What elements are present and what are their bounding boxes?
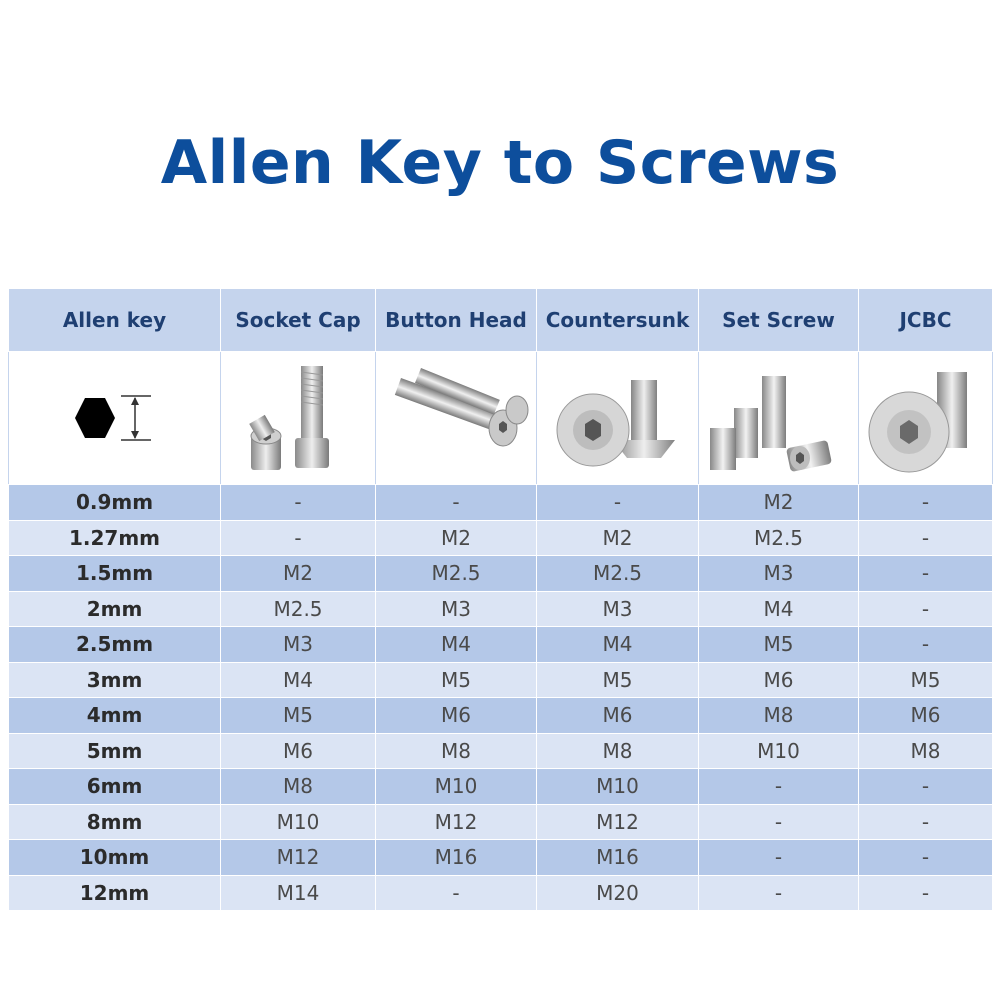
table-row — [9, 840, 993, 876]
header-countersunk: Countersunk — [537, 289, 699, 352]
screw-size-cell: - — [859, 556, 993, 592]
image-row — [9, 352, 993, 485]
allen-key-size-cell: 10mm — [9, 840, 221, 876]
screw-size-cell: M8 — [859, 733, 993, 769]
allen-key-table — [8, 288, 993, 911]
screw-size-cell: M8 — [537, 733, 699, 769]
screw-size-cell: M8 — [376, 733, 537, 769]
header-jcbc: JCBC — [859, 289, 993, 352]
screw-size-cell: - — [699, 875, 859, 911]
screw-size-cell: - — [699, 804, 859, 840]
screw-size-cell: - — [859, 627, 993, 663]
screw-size-cell: M4 — [699, 591, 859, 627]
header-row — [9, 289, 993, 352]
screw-size-cell: M2 — [699, 485, 859, 521]
allen-key-size-cell: 0.9mm — [9, 485, 221, 521]
table-row — [9, 769, 993, 805]
screw-size-cell: M5 — [376, 662, 537, 698]
screw-size-cell: M5 — [699, 627, 859, 663]
screw-size-cell: M2.5 — [221, 591, 376, 627]
screw-size-cell: - — [859, 875, 993, 911]
allen-key-size-cell: 5mm — [9, 733, 221, 769]
screw-size-cell: - — [859, 591, 993, 627]
screw-size-cell: M5 — [859, 662, 993, 698]
screw-size-cell: - — [376, 485, 537, 521]
table-row — [9, 627, 993, 663]
screw-size-cell: M4 — [221, 662, 376, 698]
page-title: Allen Key to Screws — [160, 128, 840, 198]
screw-size-cell: M6 — [537, 698, 699, 734]
screw-size-cell: M2.5 — [699, 520, 859, 556]
table-row — [9, 520, 993, 556]
button-head-screw-icon — [376, 352, 537, 485]
screw-size-cell: M20 — [537, 875, 699, 911]
table-row — [9, 875, 993, 911]
screw-size-cell: - — [859, 840, 993, 876]
screw-size-cell: M4 — [537, 627, 699, 663]
screw-size-cell: M16 — [376, 840, 537, 876]
screw-size-cell: M3 — [699, 556, 859, 592]
countersunk-screw-icon — [537, 352, 699, 485]
screw-size-cell: M6 — [859, 698, 993, 734]
set-screw-icon — [699, 352, 859, 485]
screw-size-cell: - — [699, 769, 859, 805]
screw-size-cell: - — [699, 840, 859, 876]
allen-key-size-cell: 6mm — [9, 769, 221, 805]
table-row — [9, 556, 993, 592]
screw-size-cell: M2 — [537, 520, 699, 556]
screw-size-cell: M10 — [537, 769, 699, 805]
screw-size-cell: M8 — [699, 698, 859, 734]
allen-key-size-cell: 2mm — [9, 591, 221, 627]
screw-size-cell: M10 — [376, 769, 537, 805]
table-row — [9, 698, 993, 734]
screw-size-cell: M6 — [699, 662, 859, 698]
table-row — [9, 733, 993, 769]
screw-size-cell: M10 — [699, 733, 859, 769]
hex-key-size-diagram-icon — [9, 352, 221, 485]
table-row — [9, 485, 993, 521]
screw-size-cell: M2.5 — [537, 556, 699, 592]
allen-key-size-cell: 1.5mm — [9, 556, 221, 592]
screw-size-cell: - — [859, 804, 993, 840]
screw-size-cell: M2 — [221, 556, 376, 592]
screw-size-cell: M8 — [221, 769, 376, 805]
screw-size-cell: - — [537, 485, 699, 521]
table-row — [9, 662, 993, 698]
header-allen-key: Allen key — [9, 289, 221, 352]
header-button-head: Button Head — [376, 289, 537, 352]
screw-size-cell: M5 — [537, 662, 699, 698]
screw-size-cell: - — [221, 485, 376, 521]
socket-cap-screw-icon — [221, 352, 376, 485]
screw-size-cell: M6 — [221, 733, 376, 769]
header-set-screw: Set Screw — [699, 289, 859, 352]
allen-key-size-cell: 1.27mm — [9, 520, 221, 556]
screw-size-cell: M4 — [376, 627, 537, 663]
screw-size-cell: M3 — [221, 627, 376, 663]
screw-size-cell: M12 — [376, 804, 537, 840]
allen-key-size-cell: 4mm — [9, 698, 221, 734]
table-row — [9, 804, 993, 840]
screw-size-cell: M3 — [376, 591, 537, 627]
screw-size-cell: - — [221, 520, 376, 556]
screw-size-cell: - — [376, 875, 537, 911]
allen-key-size-cell: 2.5mm — [9, 627, 221, 663]
screw-size-cell: M5 — [221, 698, 376, 734]
table-row — [9, 591, 993, 627]
screw-size-cell: M12 — [221, 840, 376, 876]
screw-size-cell: M12 — [537, 804, 699, 840]
screw-size-cell: - — [859, 485, 993, 521]
screw-size-cell: M3 — [537, 591, 699, 627]
allen-key-size-cell: 3mm — [9, 662, 221, 698]
screw-size-cell: M16 — [537, 840, 699, 876]
screw-size-cell: M2 — [376, 520, 537, 556]
screw-size-cell: - — [859, 769, 993, 805]
allen-key-size-cell: 12mm — [9, 875, 221, 911]
allen-key-size-cell: 8mm — [9, 804, 221, 840]
screw-size-cell: M14 — [221, 875, 376, 911]
jcbc-screw-icon — [859, 352, 993, 485]
header-socket-cap: Socket Cap — [221, 289, 376, 352]
screw-size-cell: - — [859, 520, 993, 556]
screw-size-cell: M10 — [221, 804, 376, 840]
screw-size-cell: M2.5 — [376, 556, 537, 592]
screw-size-cell: M6 — [376, 698, 537, 734]
